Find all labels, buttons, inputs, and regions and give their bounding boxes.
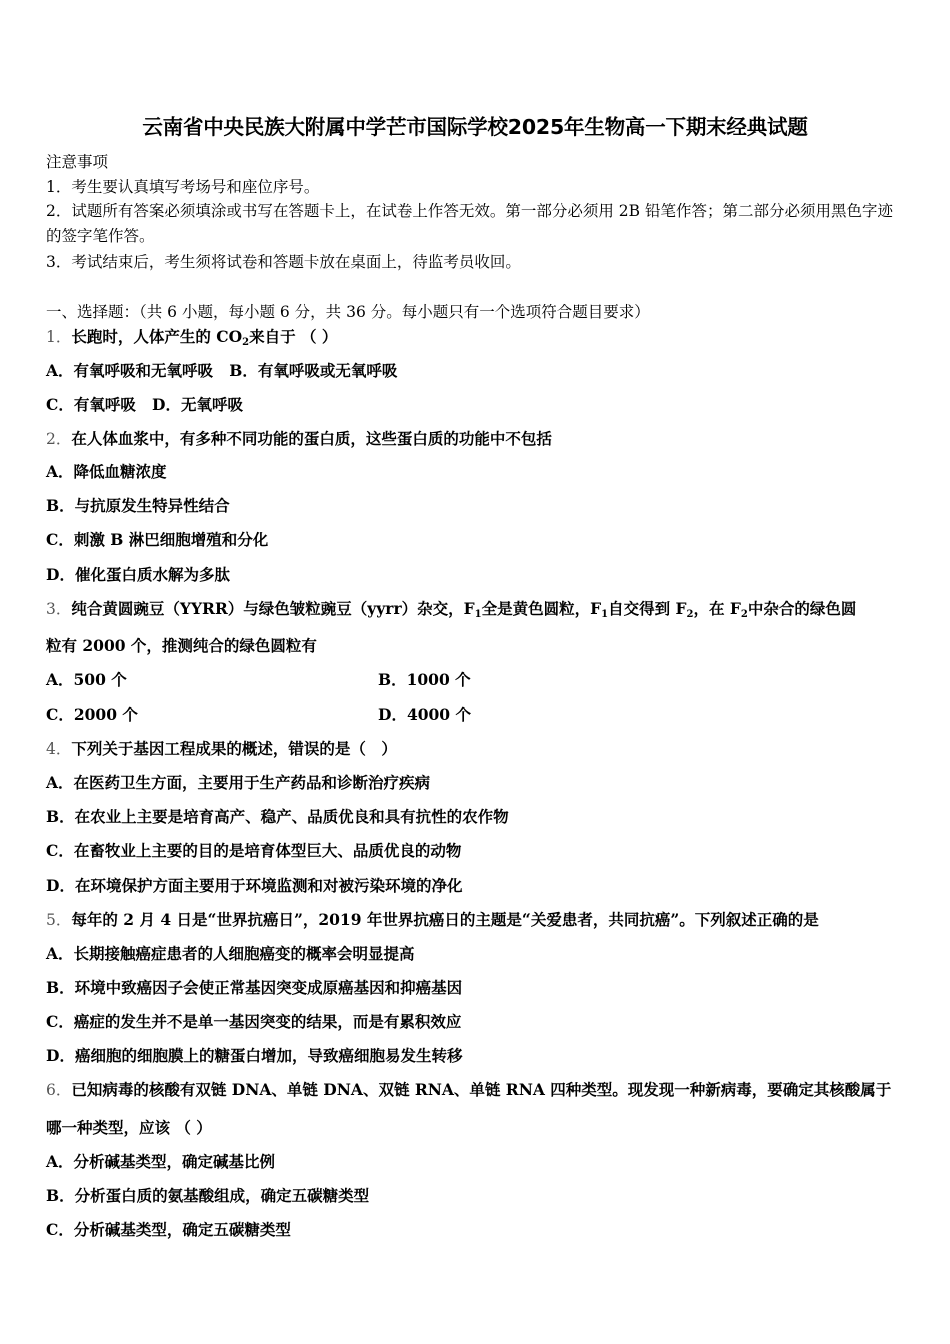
question-4-stem: 4．下列关于基因工程成果的概述，错误的是（ ）: [46, 739, 397, 758]
option-b[interactable]: B．与抗原发生特异性结合: [46, 496, 230, 515]
question-1-options-row-2: [46, 395, 243, 415]
option-d[interactable]: D．癌细胞的细胞膜上的糖蛋白增加，导致癌细胞易发生转移: [46, 1046, 463, 1065]
section-heading: 一、选择题：（共 6 小题，每小题 6 分，共 36 分。每小题只有一个选项符合题目要求）: [46, 303, 650, 321]
option-a[interactable]: A．降低血糖浓度: [46, 462, 167, 481]
notice-heading: 注意事项: [46, 153, 109, 171]
option-c[interactable]: C．2000 个: [46, 705, 138, 724]
option-d[interactable]: D．4000 个: [378, 705, 471, 724]
option-d[interactable]: D．在环境保护方面主要用于环境监测和对被污染环境的净化: [46, 876, 463, 895]
page-title: 云南省中央民族大附属中学芒市国际学校2025年生物高一下期末经典试题: [142, 115, 808, 139]
question-3-stem-line-1: 3．纯合黄圆豌豆（YYRR）与绿色皱粒豌豆（yyrr）杂交，$F_1$全是黄色圆粒，$F_1$自交得到 $F_2$，在 $F_2$中杂合的绿色圆: [46, 599, 857, 620]
question-6-stem-line-2: 哪一种类型，应该 （ ）: [46, 1118, 212, 1137]
question-3-stem-line-2: 粒有 2000 个，推测纯合的绿色圆粒有: [46, 636, 317, 655]
question-6-stem-line-1: 6．已知病毒的核酸有双链 DNA、单链 DNA、双链 RNA、单链 RNA 四种类型。现发现一种新病毒，要确定其核酸属于: [46, 1080, 892, 1099]
option-c[interactable]: C．在畜牧业上主要的目的是培育体型巨大、品质优良的动物: [46, 841, 462, 860]
option-a[interactable]: A．分析碱基类型，确定碱基比例: [46, 1152, 276, 1171]
option-d[interactable]: D．催化蛋白质水解为多肽: [46, 565, 230, 584]
option-a[interactable]: A．长期接触癌症患者的人细胞癌变的概率会明显提高: [46, 944, 415, 963]
option-a[interactable]: A．500 个: [46, 670, 127, 689]
option-b[interactable]: B．环境中致癌因子会使正常基因突变成原癌基因和抑癌基因: [46, 978, 463, 997]
option-c[interactable]: C．有氧呼吸: [46, 395, 136, 414]
option-a[interactable]: A．在医药卫生方面，主要用于生产药品和诊断治疗疾病: [46, 773, 431, 792]
notice-item-2: 2．试题所有答案必须填涂或书写在答题卡上，在试卷上作答无效。第一部分必须用 2B 铅笔作答；第二部分必须用黑色字迹的签字笔作答。: [46, 202, 893, 245]
question-number: 1．: [46, 328, 72, 346]
question-number: 5．: [46, 911, 72, 929]
option-b[interactable]: B．在农业上主要是培育高产、稳产、品质优良和具有抗性的农作物: [46, 807, 509, 826]
notice-item-1: 1．考生要认真填写考场号和座位序号。: [46, 178, 320, 196]
question-2-stem: 2．在人体血浆中，有多种不同功能的蛋白质，这些蛋白质的功能中不包括: [46, 429, 552, 448]
question-5-stem: 5．每年的 2 月 4 日是“世界抗癌日”，2019 年世界抗癌日的主题是“关爱患者，共同抗癌”。下列叙述正确的是: [46, 910, 819, 929]
question-1-stem: 1．长跑时，人体产生的 $CO_2$来自于 （ ）: [46, 327, 338, 348]
question-number: 2．: [46, 430, 72, 448]
question-1-options-row-1: [46, 361, 397, 381]
question-number: 4．: [46, 740, 72, 758]
option-b[interactable]: B．1000 个: [378, 670, 471, 689]
option-c[interactable]: C．癌症的发生并不是单一基因突变的结果，而是有累积效应: [46, 1012, 462, 1031]
notice-item-3: 3．考试结束后，考生须将试卷和答题卡放在桌面上，待监考员收回。: [46, 253, 521, 271]
option-c[interactable]: C．分析碱基类型，确定五碳糖类型: [46, 1220, 291, 1239]
option-c[interactable]: C．刺激 B 淋巴细胞增殖和分化: [46, 530, 269, 549]
option-b[interactable]: B．有氧呼吸或无氧呼吸: [229, 361, 398, 380]
option-b[interactable]: B．分析蛋白质的氨基酸组成，确定五碳糖类型: [46, 1186, 370, 1205]
option-d[interactable]: D．无氧呼吸: [152, 395, 243, 414]
option-a[interactable]: A．有氧呼吸和无氧呼吸: [46, 361, 214, 380]
question-number: 6．: [46, 1081, 72, 1099]
question-number: 3．: [46, 600, 72, 618]
